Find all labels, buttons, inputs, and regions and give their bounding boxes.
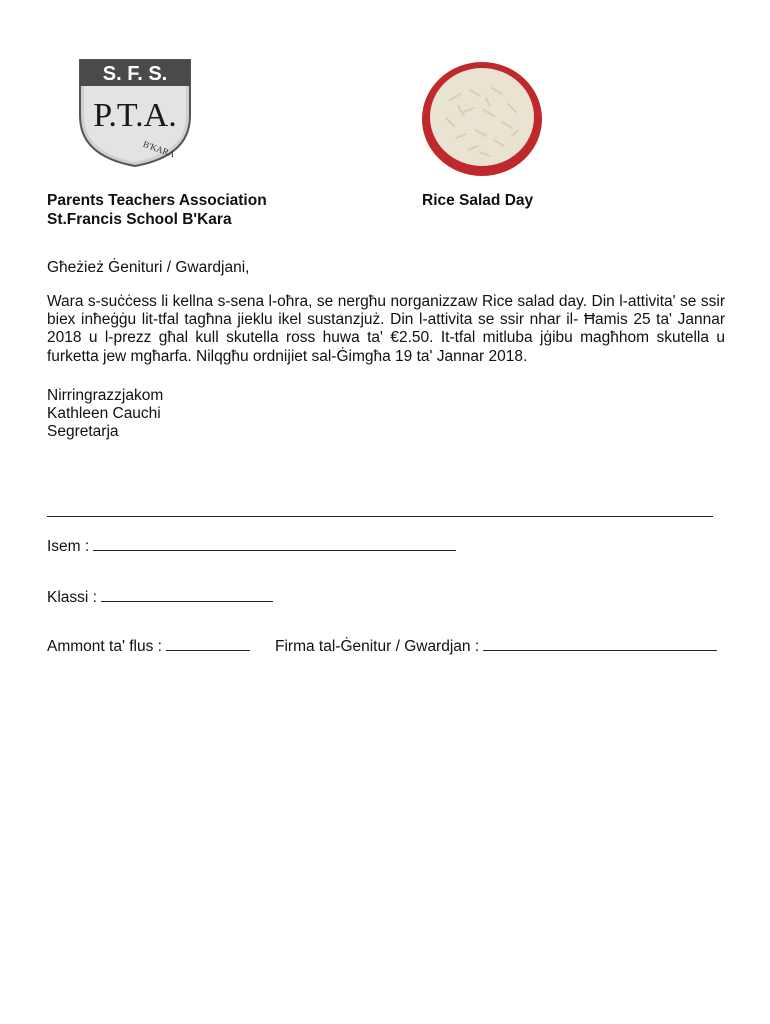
amount-field[interactable]: [166, 637, 250, 651]
school-name: St.Francis School B'Kara: [47, 211, 232, 228]
class-field[interactable]: [101, 588, 273, 602]
rice-bowl-image: [420, 60, 544, 178]
letter-body-text: Wara s-suċċess li kellna s-sena l-oħra, se nergħu norganizzaw Rice salad day. Din l-attivita' se ssir biex inħeġġu lit-tfal tagħna jieklu ikel sustanzjuż. Din l-attivita se ssir nhar il- Ħamis 25 ta' Jannar 2018 u l-prezz għal kull skutella ross huwa ta' €2.50. It-tfal mitluba jġibu magħhom skutella u furketta jew mgħarfa. Nilqgħu ordnijiet sal-Ġimgħa 19 ta' Jannar 2018.: [47, 293, 725, 365]
amount-row: [47, 637, 250, 656]
class-row: [47, 588, 273, 607]
divider-line: [47, 516, 713, 517]
signature-row: [275, 637, 717, 656]
svg-text:P.T.A.: P.T.A.: [93, 97, 177, 134]
letter-body: [47, 293, 725, 366]
pta-logo: [76, 56, 194, 168]
signatory-name: Kathleen Cauchi: [47, 405, 161, 422]
greeting: Għeżież Ġenituri / Gwardjani,: [47, 259, 250, 276]
signature-label: Firma tal-Ġenitur / Gwardjan :: [275, 638, 480, 655]
closing: Nirringrazzjakom: [47, 387, 164, 404]
svg-text:B'KARA: B'KARA: [141, 138, 177, 160]
signatory-role: Segretarja: [47, 423, 119, 440]
signature-field[interactable]: [483, 637, 717, 651]
name-field[interactable]: [93, 537, 456, 551]
name-label: Isem :: [47, 538, 90, 555]
org-name: Parents Teachers Association: [47, 192, 267, 209]
class-label: Klassi :: [47, 589, 97, 606]
name-row: [47, 537, 456, 556]
svg-text:S. F. S.: S. F. S.: [102, 63, 168, 85]
event-title: Rice Salad Day: [422, 192, 534, 209]
amount-label: Ammont ta' flus :: [47, 638, 162, 655]
